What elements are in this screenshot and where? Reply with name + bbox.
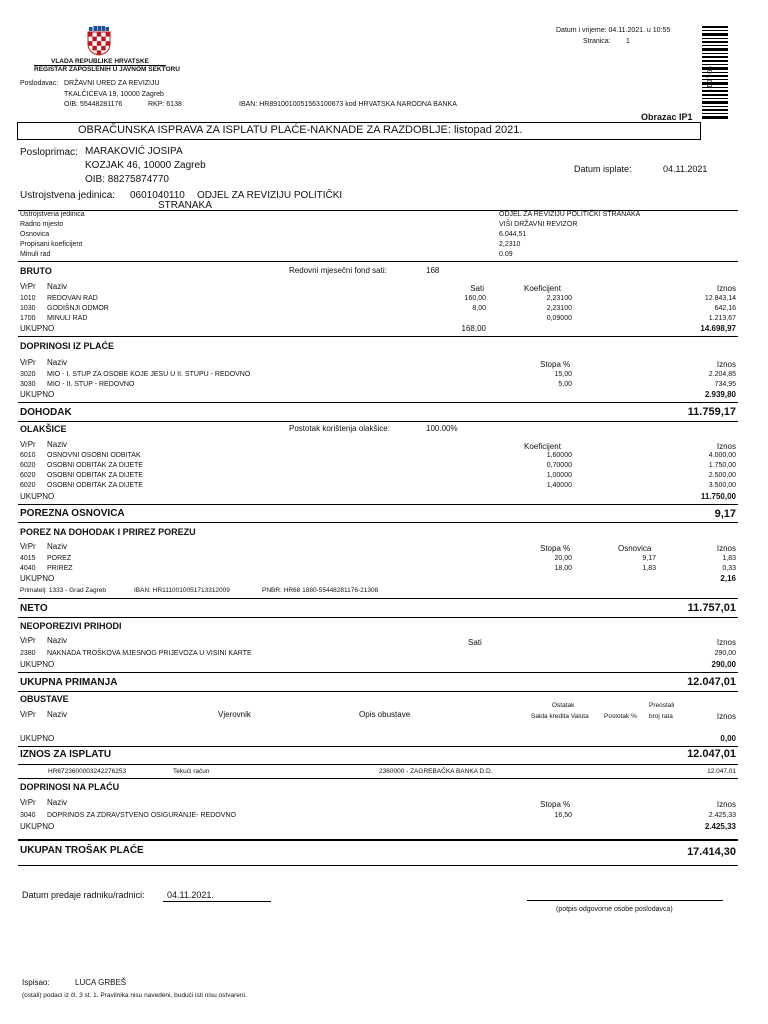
row-amount: 1.750,00 xyxy=(708,462,736,469)
payday-value: 04.11.2021 xyxy=(663,164,708,174)
row-amount: 2.204,85 xyxy=(708,371,736,378)
obustave-col-preostali: Preostali xyxy=(649,702,675,709)
bruto-col-vrpr: VrPr xyxy=(20,282,36,291)
page-number: 1 xyxy=(626,38,630,45)
barcode-code: *0101* xyxy=(705,66,712,94)
row-coef: 1,60000 xyxy=(546,452,572,459)
neoporezivi-total: 290,00 xyxy=(711,660,736,669)
isplata-title: IZNOS ZA ISPLATU xyxy=(20,749,112,760)
row-amount: 3.500,00 xyxy=(708,482,736,489)
employee-address: KOZJAK 46, 10000 Zagreb xyxy=(85,160,206,171)
detail-label: Ustrojstvena jedinica xyxy=(20,211,85,218)
bruto-col-iznos: Iznos xyxy=(716,284,736,293)
dop-na-total-label: UKUPNO xyxy=(20,822,55,831)
row-amount: 734,95 xyxy=(714,381,736,388)
bruto-col-naziv: Naziv xyxy=(47,282,68,291)
porez-pnbr: PNBR: HR68 1880-55448281176-21308 xyxy=(262,587,379,594)
footer-note: (ostali) podaci iz čl. 3 st. 1. Pravilnika nisu navedeni, budući isti nisu ostvareni. xyxy=(22,992,247,999)
isplata-bank: 2360000 - ZAGREBAČKA BANKA D.D. xyxy=(379,768,493,775)
dop-iz-col-stopa: Stopa % xyxy=(540,360,571,369)
detail-value: 6.044,51 xyxy=(499,231,527,238)
row-name: NAKNADA TROŠKOVA MJESNOG PRIJEVOZA U VISINI KARTE xyxy=(47,650,252,657)
unit-code: 0601040110 xyxy=(130,190,185,201)
detail-label: Radno mjesto xyxy=(20,221,64,228)
obustave-title: OBUSTAVE xyxy=(20,694,69,704)
isplata-account: HR6723600003242276253 xyxy=(48,768,127,775)
row-code: 6020 xyxy=(20,482,36,489)
bruto-fund-label: Redovni mjesečni fond sati: xyxy=(289,266,387,275)
row-amount: 2.500,00 xyxy=(708,472,736,479)
detail-value: 0.09 xyxy=(499,251,513,258)
handover-label: Datum predaje radniku/radnici: xyxy=(22,890,145,900)
dop-na-col-iznos: Iznos xyxy=(716,800,736,809)
obustave-col-ostatak: Ostatak xyxy=(552,702,575,709)
row-amount: 1.213,67 xyxy=(708,315,736,322)
porez-iban: IBAN: HR1110010051713312009 xyxy=(134,587,230,594)
row-rate: 20,00 xyxy=(554,555,572,562)
bruto-total-label: UKUPNO xyxy=(20,324,55,333)
document-title: OBRAČUNSKA ISPRAVA ZA ISPLATU PLAĆE-NAKNADE ZA RAZDOBLJE: listopad 2021. xyxy=(78,124,523,136)
dop-na-title: DOPRINOSI NA PLAĆU xyxy=(20,782,120,792)
row-code: 6010 xyxy=(20,452,36,459)
porez-col-iznos: Iznos xyxy=(716,544,736,553)
employer-oib: OIB: 55448281176 xyxy=(64,101,123,108)
porez-col-stopa: Stopa % xyxy=(540,544,571,553)
bruto-fund-value: 168 xyxy=(426,266,440,275)
handover-underline xyxy=(163,901,271,902)
isplata-amount: 12.047,01 xyxy=(707,768,736,775)
row-name: GODIŠNJI ODMOR xyxy=(47,305,109,312)
neoporezivi-total-label: UKUPNO xyxy=(20,660,55,669)
employee-name: MARAKOVIĆ JOSIPA xyxy=(85,146,183,157)
row-amount: 290,00 xyxy=(714,650,736,657)
detail-value: VIŠI DRŽAVNI REVIZOR xyxy=(499,221,578,228)
row-amount: 4.000,00 xyxy=(708,452,736,459)
row-code: 1010 xyxy=(20,295,36,302)
row-code: 1030 xyxy=(20,305,36,312)
detail-label: Osnovica xyxy=(20,231,50,238)
obustave-col-naziv: Naziv xyxy=(47,710,68,719)
row-rate: 15,00 xyxy=(554,371,572,378)
obustave-col-saldo: Salda kredita Valuta xyxy=(531,713,589,720)
logo-line1: VLADA REPUBLIKE HRVATSKE xyxy=(51,58,149,65)
row-name: OSOBNI ODBITAK ZA DIJETE xyxy=(47,482,143,489)
row-name: OSNOVNI OSOBNI ODBITAK xyxy=(47,452,141,459)
row-code: 6020 xyxy=(20,462,36,469)
unit-name-2: STRANAKA xyxy=(158,200,212,211)
ukupan-trosak-title: UKUPAN TROŠAK PLAĆE xyxy=(20,845,144,856)
row-code: 4015 xyxy=(20,555,36,562)
row-amount: 1,83 xyxy=(722,555,736,562)
row-name: PRIREZ xyxy=(47,565,73,572)
row-name: POREZ xyxy=(47,555,72,562)
row-rate: 16,50 xyxy=(554,812,572,819)
ukupan-trosak-value: 17.414,30 xyxy=(687,846,736,858)
neto-title: NETO xyxy=(20,603,48,614)
obustave-col-opis: Opis obustave xyxy=(359,710,411,719)
employer-address: TKALČIĆEVA 19, 10000 Zagreb xyxy=(64,91,164,98)
olaksice-col-koef: Koeficijent xyxy=(524,442,561,451)
row-name: MINULI RAD xyxy=(47,315,88,322)
neoporezivi-col-naziv: Naziv xyxy=(47,636,68,645)
neoporezivi-col-vrpr: VrPr xyxy=(20,636,36,645)
obustave-col-vjerovnik: Vjerovnik xyxy=(218,710,251,719)
obustave-col-iznos: Iznos xyxy=(716,712,736,721)
print-datetime: Datum i vrijeme: 04.11.2021. u 10:55 xyxy=(556,27,671,34)
olaksice-col-iznos: Iznos xyxy=(716,442,736,451)
ukupna-primanja-value: 12.047,01 xyxy=(687,676,736,688)
dop-iz-title: DOPRINOSI IZ PLAĆE xyxy=(20,341,115,351)
isplata-value: 12.047,01 xyxy=(687,748,736,760)
employer-label: Poslodavac: xyxy=(20,80,59,87)
unit-name-1: ODJEL ZA REVIZIJU POLITIČKI xyxy=(197,190,343,201)
row-rate: 5,00 xyxy=(558,381,572,388)
row-code: 2380 xyxy=(20,650,36,657)
porez-col-naziv: Naziv xyxy=(47,542,68,551)
dop-iz-total-label: UKUPNO xyxy=(20,390,55,399)
bruto-col-koef: Koeficijent xyxy=(524,284,561,293)
row-hours: 8,00 xyxy=(472,305,486,312)
row-code: 3030 xyxy=(20,381,36,388)
bruto-title: BRUTO xyxy=(20,266,52,276)
dohodak-value: 11.759,17 xyxy=(687,406,736,418)
row-name: OSOBNI ODBITAK ZA DIJETE xyxy=(47,462,143,469)
row-code: 3040 xyxy=(20,812,36,819)
employer-name: DRŽAVNI URED ZA REVIZIJU xyxy=(64,80,160,87)
form-name: Obrazac IP1 xyxy=(641,112,693,122)
row-code: 4040 xyxy=(20,565,36,572)
detail-label: Propisani koeficijent xyxy=(20,241,83,248)
olaksice-col-vrpr: VrPr xyxy=(20,440,36,449)
olaksice-pct-label: Postotak korištenja olakšice: xyxy=(289,424,390,433)
page-label: Stranica: xyxy=(583,38,611,45)
printed-by: LUCA GRBEŠ xyxy=(75,978,127,987)
handover-date: 04.11.2021. xyxy=(167,890,214,900)
row-name: REDOVAN RAD xyxy=(47,295,98,302)
dop-iz-col-vrpr: VrPr xyxy=(20,358,36,367)
olaksice-total-label: UKUPNO xyxy=(20,492,55,501)
porez-total-label: UKUPNO xyxy=(20,574,55,583)
row-rate: 18,00 xyxy=(554,565,572,572)
row-name: MIO - I. STUP ZA OSOBE KOJE JESU U II. STUPU - REDOVNO xyxy=(47,371,251,378)
obustave-col-vrpr: VrPr xyxy=(20,710,36,719)
obustave-total-label: UKUPNO xyxy=(20,734,55,743)
coat-of-arms-icon xyxy=(84,26,114,56)
obustave-total: 0,00 xyxy=(720,734,736,743)
dop-na-col-naziv: Naziv xyxy=(47,798,68,807)
signature-line xyxy=(527,900,723,901)
row-coef: 2,23100 xyxy=(546,295,572,302)
detail-label: Minuli rad xyxy=(20,251,51,258)
row-code: 1700 xyxy=(20,315,36,322)
row-amount: 642,16 xyxy=(714,305,736,312)
row-coef: 0,09000 xyxy=(546,315,572,322)
porez-title: POREZ NA DOHODAK I PRIREZ POREZU xyxy=(20,527,196,537)
dop-na-col-stopa: Stopa % xyxy=(540,800,571,809)
bruto-col-sati: Sati xyxy=(470,284,484,293)
detail-value: 2,2310 xyxy=(499,241,521,248)
row-base: 9,17 xyxy=(642,555,656,562)
row-base: 1,83 xyxy=(642,565,656,572)
employer-rkp: RKP: 6138 xyxy=(148,101,182,108)
dop-na-col-vrpr: VrPr xyxy=(20,798,36,807)
row-name: MIO - II. STUP - REDOVNO xyxy=(47,381,135,388)
ukupna-primanja-title: UKUPNA PRIMANJA xyxy=(20,677,118,688)
row-amount: 0,33 xyxy=(722,565,736,572)
olaksice-title: OLAKŠICE xyxy=(20,424,67,434)
unit-label: Ustrojstvena jedinica: xyxy=(20,190,116,201)
logo-line2: REGISTAR ZAPOSLENIH U JAVNOM SEKTORU xyxy=(34,66,180,73)
porez-recipient: Primatelj: 1333 - Grad Zagreb xyxy=(20,587,106,594)
row-hours: 160,00 xyxy=(464,295,486,302)
obustave-col-postotak: Postotak % xyxy=(604,713,637,720)
obustave-col-broj-rata: broj rata xyxy=(649,713,673,720)
porezna-osnovica-value: 9,17 xyxy=(714,508,736,520)
row-amount: 12.843,14 xyxy=(704,295,736,302)
dop-iz-col-iznos: Iznos xyxy=(716,360,736,369)
row-coef: 1,00000 xyxy=(546,472,572,479)
detail-value: ODJEL ZA REVIZIJU POLITIČKI STRANAKA xyxy=(499,211,641,218)
dop-iz-total: 2.939,80 xyxy=(704,390,736,399)
porez-col-osnovica: Osnovica xyxy=(618,544,652,553)
neto-value: 11.757,01 xyxy=(687,602,736,614)
neoporezivi-col-sati: Sati xyxy=(468,638,482,647)
signature-caption: (potpis odgovorne osobe poslodavca) xyxy=(556,906,673,913)
olaksice-total: 11.750,00 xyxy=(700,492,736,501)
employee-oib: OIB: 88275874770 xyxy=(85,174,169,185)
porezna-osnovica-title: POREZNA OSNOVICA xyxy=(20,508,125,519)
bruto-total: 14.698,97 xyxy=(700,324,736,333)
dohodak-title: DOHODAK xyxy=(20,407,72,418)
porez-col-vrpr: VrPr xyxy=(20,542,36,551)
row-code: 6020 xyxy=(20,472,36,479)
employer-iban: IBAN: HR8910010051563100673 kod HRVATSKA NARODNA BANKA xyxy=(239,101,457,108)
dop-na-total: 2.425,33 xyxy=(704,822,736,831)
dop-iz-col-naziv: Naziv xyxy=(47,358,68,367)
porez-total: 2,16 xyxy=(720,574,736,583)
printed-label: Ispisao: xyxy=(22,978,50,987)
row-coef: 2,23100 xyxy=(546,305,572,312)
isplata-account-type: Tekući račun xyxy=(173,768,210,775)
olaksice-col-naziv: Naziv xyxy=(47,440,68,449)
neoporezivi-title: NEOPOREZIVI PRIHODI xyxy=(20,621,122,631)
row-amount: 2.425,33 xyxy=(708,812,736,819)
employee-label: Posloprimac: xyxy=(20,147,78,158)
row-code: 3020 xyxy=(20,371,36,378)
row-coef: 0,70000 xyxy=(546,462,572,469)
payday-label: Datum isplate: xyxy=(574,164,632,174)
bruto-total-hours: 168,00 xyxy=(461,324,486,333)
neoporezivi-col-iznos: Iznos xyxy=(716,638,736,647)
row-name: DOPRINOS ZA ZDRAVSTVENO OSIGURANJE- REDOVNO xyxy=(47,812,236,819)
olaksice-pct-value: 100.00% xyxy=(426,424,458,433)
row-name: OSOBNI ODBITAK ZA DIJETE xyxy=(47,472,143,479)
row-coef: 1,40000 xyxy=(546,482,572,489)
